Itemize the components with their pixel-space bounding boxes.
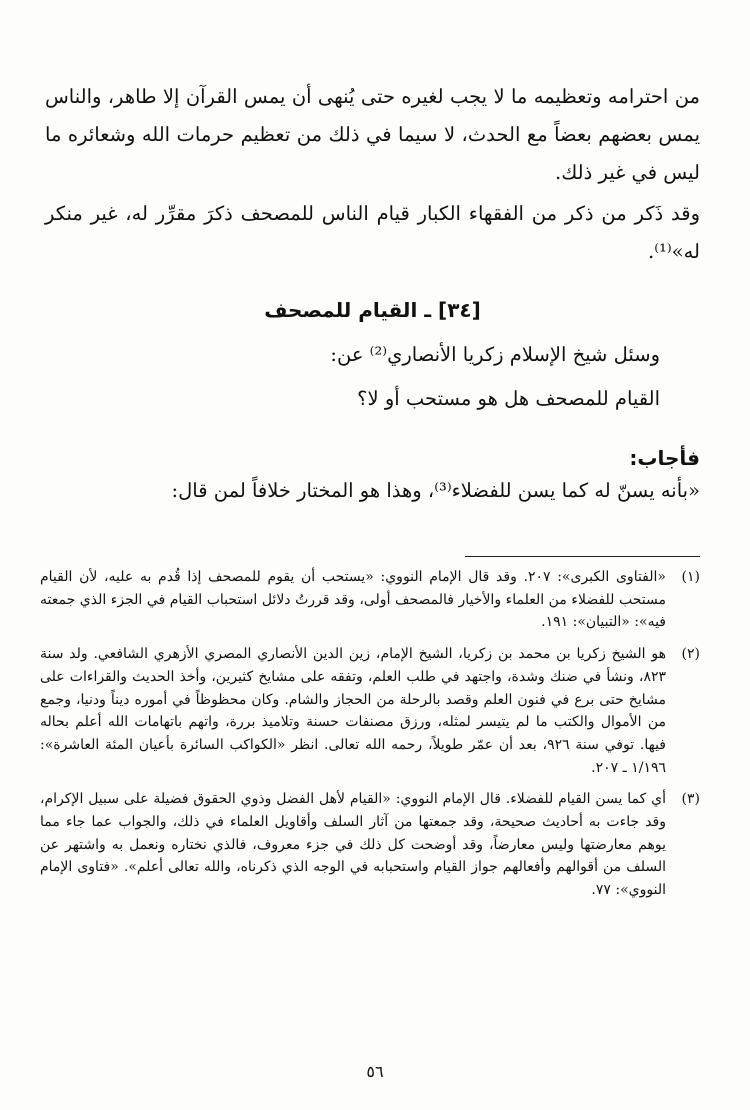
footnote-text: أي كما يسن القيام للفضلاء. قال الإمام النووي: «القيام لأهل الفضل وذوي الحقوق فضيلة على سبيل الإكرام، وقد جاءت به أحاديث صحيحة، وقد جمعتها من آثار السلف وأقاويل العلماء في ذلك، والجواب عما جاء مما يوهم معارضتها وليس معارضاً، وقد أوضحت كل ذلك في جزء معروف، فالذي نختاره ونعمل به واشتهر عن السلف من أقوالهم وأفعالهم جواز القيام واستحبابه في الوجه الذي ذكرناه، والله تعالى أعلم». «فتاوى الإمام النووي»: ٧٧. (40, 791, 666, 899)
footnote (40, 643, 700, 779)
paragraph: من احترامه وتعظيمه ما لا يجب لغيره حتى يُنهى أن يمس القرآن إلا طاهر، والناس يمس بعضهم بعضاً مع الحدث، لا سيما في ذلك من تعظيم حرمات الله وشعائره ما ليس في غير ذلك. (45, 85, 700, 184)
footnote (40, 566, 700, 634)
footnote-number: (١) (681, 569, 700, 585)
footnotes (40, 566, 700, 911)
answer-label: فأجاب: (629, 446, 700, 470)
footnote (40, 788, 700, 902)
footnote-text: «الفتاوى الكبرى»: ٢٠٧. وقد قال الإمام النووي: «يستحب أن يقوم للمصحف إذا قُدم به عليه، لأن القيام مستحب للفضلاء من العلماء والأخيار فالمصحف أولى، وقد قررتُ دلائل استحباب القيام في الجزء الذي جمعته فيه»: «التبيان»: ١٩١. (40, 569, 666, 631)
page-number: ٥٦ (366, 1062, 384, 1081)
footnote-number: (٣) (681, 791, 700, 808)
footnote-text: هو الشيخ زكريا بن محمد بن زكريا، الشيخ الإمام، زين الدين الأنصاري المصري الأزهري الشافعي. ولد سنة ٨٢٣، ونشأ في ضنك وشدة، واجتهد في طلب العلم، وتفقه على مشايخ كثيرين، وأخذ الحديث والقراءات على مشايخ حتى برع في فنون العلم وقصد بالرحلة من الحجاز والشام. وكان محظوظاً في أموره ديناً ودنيا، وجمع من الأموال والكتب ما لم يتيسر لمثله، ورزق مصنفات حسنة وتلاميذ بررة، واتهم باتهامات الله أعلم بحاله فيها. توفي سنة ٩٢٦، بعد أن عمّر طويلاً، رحمه الله تعالى. انظر «الكواكب السائرة بأعيان المئة العاشرة»: ١/١٩٦ ـ ٢٠٧. (40, 646, 666, 776)
paragraph: وقد ذَكر من ذكر من الفقهاء الكبار قيام الناس للمصحف ذكرَ مقرِّر له، غير منكر له»⁽¹⁾. (45, 202, 700, 263)
question-line: وسئل شيخ الإسلام زكريا الأنصاري⁽²⁾ عن: (330, 343, 660, 366)
section-heading: [٣٤] ـ القيام للمصحف (264, 298, 481, 322)
answer-text: «بأنه يسنّ له كما يسن للفضلاء⁽³⁾، وهذا هو المختار خلافاً لمن قال: (171, 479, 700, 502)
footnote-number: (٢) (681, 646, 700, 663)
question-line: القيام للمصحف هل هو مستحب أو لا؟ (357, 387, 660, 410)
footnote-separator (465, 556, 700, 557)
main-text (45, 78, 700, 510)
